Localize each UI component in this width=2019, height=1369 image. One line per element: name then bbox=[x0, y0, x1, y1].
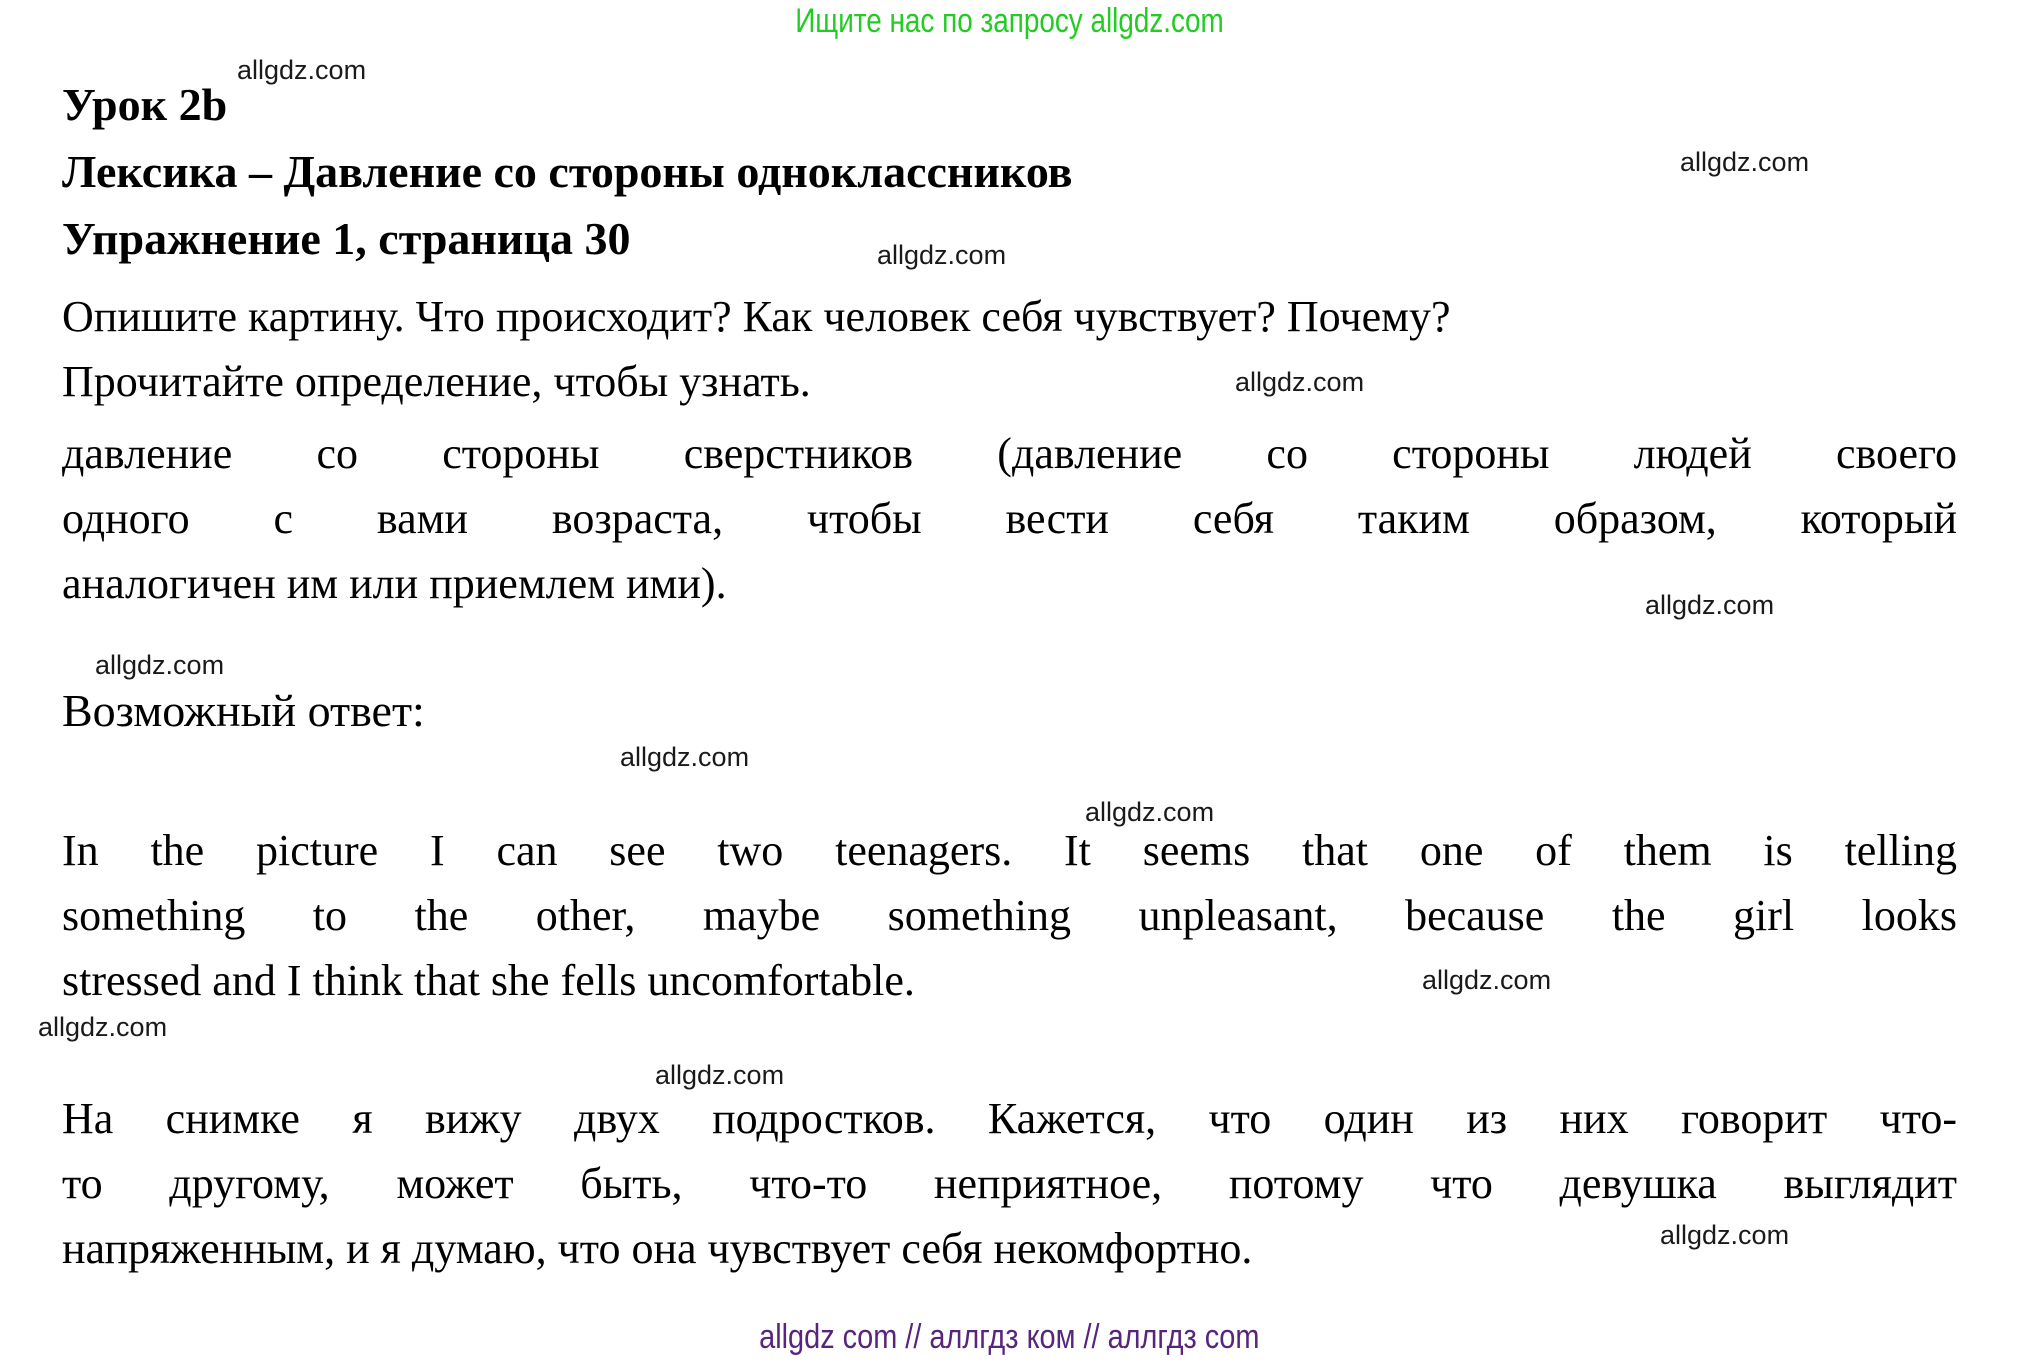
definition-paragraph bbox=[62, 421, 1957, 616]
answer-english-paragraph bbox=[62, 818, 1957, 1013]
promo-header: Ищите нас по запросу allgdz.com bbox=[795, 2, 1224, 40]
exercise-heading: Упражнение 1, страница 30 bbox=[62, 213, 631, 264]
watermark: allgdz.com bbox=[877, 240, 1007, 270]
answer-english-line: something to the other, maybe something unpleasant, because the girl looks bbox=[62, 891, 1957, 940]
watermark: allgdz.com bbox=[1680, 147, 1810, 177]
watermark: allgdz.com bbox=[1085, 797, 1215, 827]
watermark: allgdz.com bbox=[1645, 590, 1775, 620]
watermark: allgdz.com bbox=[1422, 965, 1552, 995]
answer-english-line: In the picture I can see two teenagers. It seems that one of them is telling bbox=[62, 826, 1957, 875]
task-line: Прочитайте определение, чтобы узнать. bbox=[62, 357, 811, 406]
definition-line: давление со стороны сверстников (давление со стороны людей своего bbox=[62, 429, 1957, 478]
definition-line: одного с вами возраста, чтобы вести себя таким образом, который bbox=[62, 494, 1957, 543]
answer-russian-line: напряженным, и я думаю, что она чувствует себя некомфортно. bbox=[62, 1224, 1253, 1273]
lesson-title: Урок 2b bbox=[62, 79, 228, 130]
answer-english-line: stressed and I think that she fells uncomfortable. bbox=[62, 956, 915, 1005]
watermark: allgdz.com bbox=[655, 1060, 785, 1090]
watermark: allgdz.com bbox=[620, 742, 750, 772]
footer-domains: allgdz com // аллгдз ком // аллгдз com bbox=[759, 1318, 1260, 1356]
answer-label: Возможный ответ: bbox=[62, 685, 425, 736]
answer-russian-paragraph bbox=[62, 1086, 1957, 1281]
task-paragraph bbox=[62, 284, 1957, 414]
watermark: allgdz.com bbox=[1235, 367, 1365, 397]
lesson-subtitle: Лексика – Давление со стороны одноклассников bbox=[62, 146, 1073, 197]
footer bbox=[0, 1318, 2019, 1357]
watermark: allgdz.com bbox=[38, 1012, 168, 1042]
watermark: allgdz.com bbox=[237, 55, 367, 85]
answer-russian-line: то другому, может быть, что-то неприятное, потому что девушка выглядит bbox=[62, 1159, 1957, 1208]
watermark: allgdz.com bbox=[95, 650, 225, 680]
task-line: Опишите картину. Что происходит? Как человек себя чувствует? Почему? bbox=[62, 292, 1451, 341]
answer-russian-line: На снимке я вижу двух подростков. Кажется, что один из них говорит что- bbox=[62, 1094, 1957, 1143]
watermark: allgdz.com bbox=[1660, 1220, 1790, 1250]
definition-line: аналогичен им или приемлем ими). bbox=[62, 559, 727, 608]
